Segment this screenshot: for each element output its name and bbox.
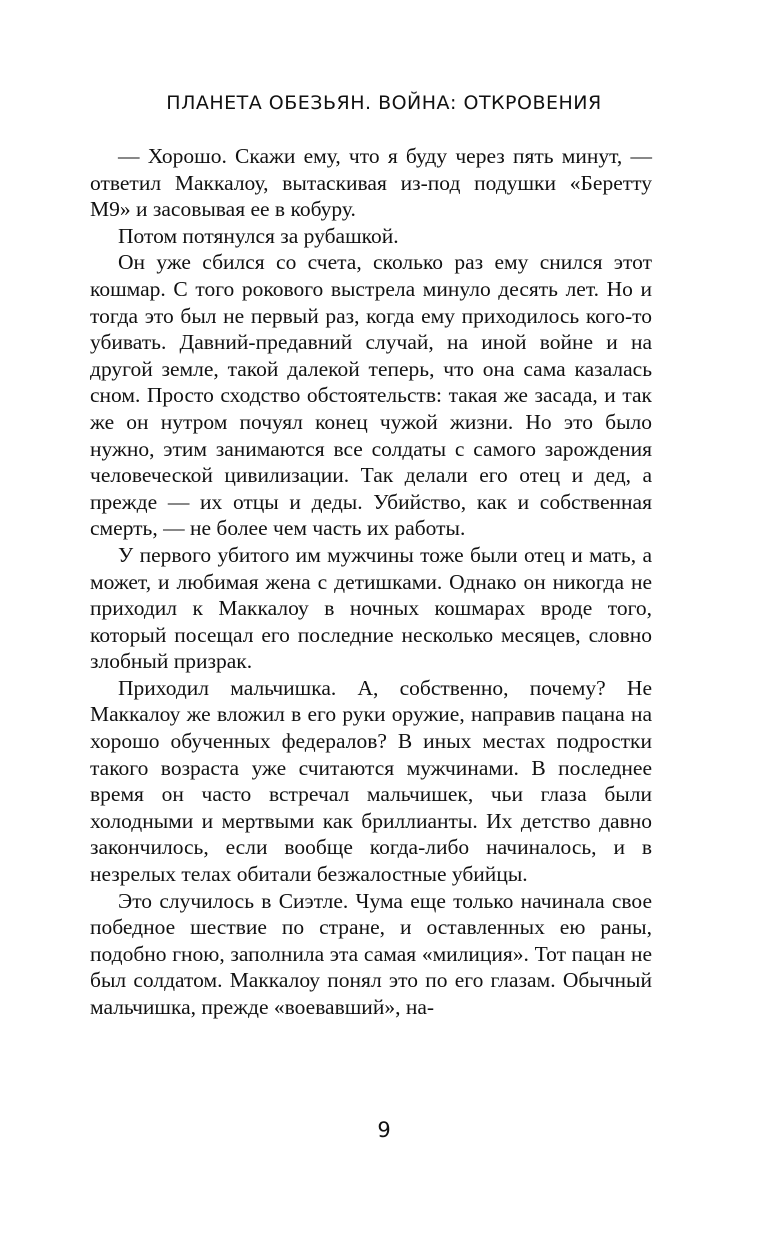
paragraph: Он уже сбился со счета, сколько раз ему снился этот кошмар. С того рокового выстрела минуло десять лет. Но и тогда это был не первый раз, когда ему приходилось кого-то убивать. Давний-предавний случай, на иной войне и на другой земле, такой далекой теперь, что она сама казалась сном. Просто сходство обстоятельств: такая же засада, и так же он нутром почуял конец чужой жизни. Но это было нужно, этим занимаются все солдаты с самого зарождения человеческой цивилизации. Так делали его отец и дед, а прежде — их отцы и деды. Убийство, как и собственная смерть, — не более чем часть их работы. xyxy=(90,250,652,541)
page-number: 9 xyxy=(377,1118,391,1142)
paragraph: — Хорошо. Скажи ему, что я буду через пять минут, — ответил Маккалоу, вытаскивая из-под подушки «Беретту М9» и засовывая ее в кобуру. xyxy=(90,144,652,222)
paragraph: Потом потянулся за рубашкой. xyxy=(118,223,399,248)
paragraph: Приходил мальчишка. А, собственно, почему? Не Маккалоу же вложил в его руки оружие, направив пацана на хорошо обученных федералов? В иных местах подростки такого возраста уже считаются мужчинами. В последнее время он часто встречал мальчишек, чьи глаза были холодными и мертвыми как бриллианты. Их детство давно закончилось, если вообще когда-либо начиналось, и в незрелых телах обитали безжалостные убийцы. xyxy=(90,675,652,887)
body-text xyxy=(90,143,652,1021)
paragraph: У первого убитого им мужчины тоже были отец и мать, а может, и любимая жена с детишками. Однако он никогда не приходил к Маккалоу в ночных кошмарах вроде того, который посещал его последние несколько месяцев, словно злобный призрак. xyxy=(90,542,652,674)
paragraph: Это случилось в Сиэтле. Чума еще только начинала свое победное шествие по стране, и оставленных ею раны, подобно гною, заполнила эта самая «милиция». Тот пацан не был солдатом. Маккалоу понял это по его глазам. Обычный мальчишка, прежде «воевавший», на- xyxy=(90,888,652,1019)
running-title: ПЛАНЕТА ОБЕЗЬЯН. ВОЙНА: ОТКРОВЕНИЯ xyxy=(166,92,602,114)
